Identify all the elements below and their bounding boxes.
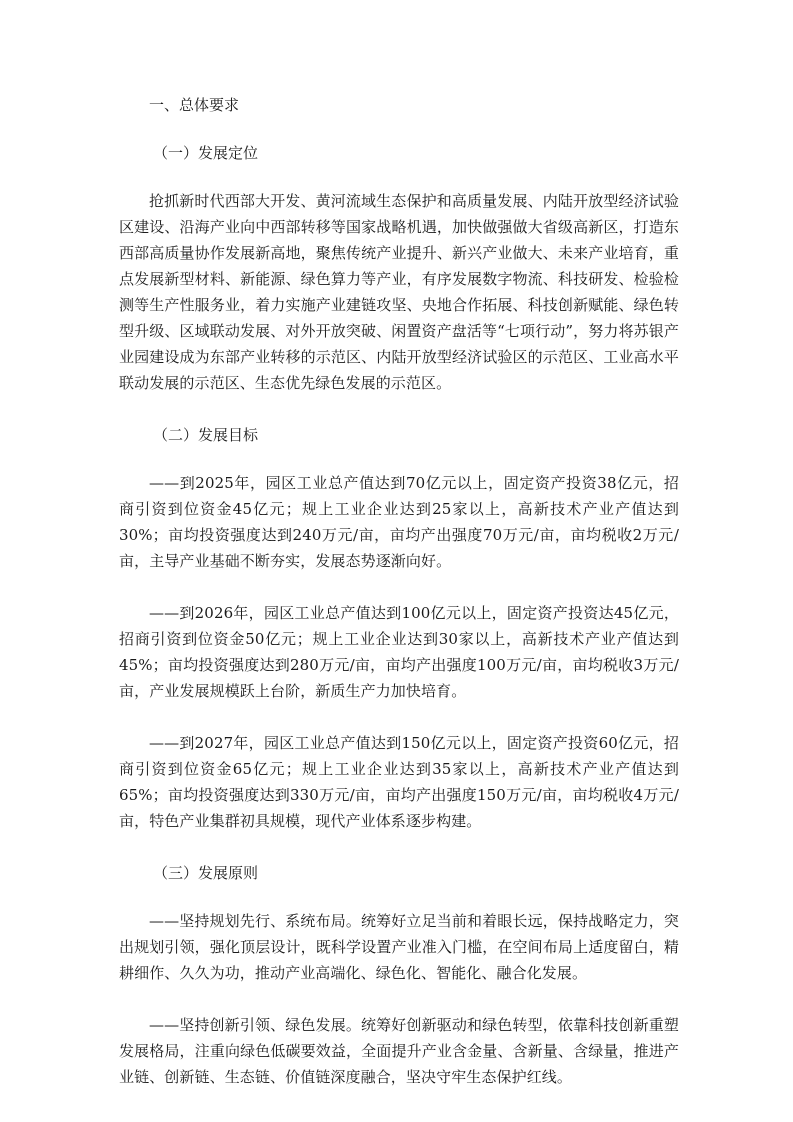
paragraph-goal-2027: ——到2027年，园区工业总产值达到150亿元以上，固定资产投资60亿元，招商引资到位资金65亿元；规上工业企业达到35家以上，高新技术产业产值达到65%；亩均投资强度达到330万元/亩，亩均产出强度150万元/亩，亩均税收4万元/亩，特色产业集群初具规模，现代产业体系逐步构建。 bbox=[119, 734, 679, 830]
paragraph-positioning: 抢抓新时代西部大开发、黄河流域生态保护和高质量发展、内陆开放型经济试验区建设、沿海产业向中西部转移等国家战略机遇，加快做强做大省级高新区，打造东西部高质量协作发展新高地，聚焦传统产业提升、新兴产业做大、未来产业培育，重点发展新型材料、新能源、绿色算力等产业，有序发展数字物流、科技研发、检验检测等生产性服务业，着力实施产业建链攻坚、央地合作拓展、科技创新赋能、绿色转型升级、区域联动发展、对外开放突破、闲置资产盘活等“七项行动”，努力将苏银产业园建设成为东部产业转移的示范区、内陆开放型经济试验区的示范区、工业高水平联动发展的示范区、生态优先绿色发展的示范区。 bbox=[119, 192, 679, 392]
paragraph-goal-2026: ——到2026年，园区工业总产值达到100亿元以上，固定资产投资达45亿元，招商引资到位资金50亿元；规上工业企业达到30家以上，高新技术产业产值达到45%；亩均投资强度达到280万元/亩，亩均产出强度100万元/亩，亩均税收3万元/亩，产业发展规模跃上台阶，新质生产力加快培育。 bbox=[119, 604, 679, 700]
subsection-heading-positioning: （一）发展定位 bbox=[153, 144, 259, 162]
paragraph-principle-innovation: ——坚持创新引领、绿色发展。统筹好创新驱动和绿色转型，依靠科技创新重塑发展格局，注重向绿色低碳要效益，全面提升产业含金量、含新量、含绿量，推进产业链、创新链、生态链、价值链深度融合，坚决守牢生态保护红线。 bbox=[119, 1016, 679, 1086]
subsection-heading-goals: （二）发展目标 bbox=[153, 426, 259, 444]
subsection-heading-principles: （三）发展原则 bbox=[153, 864, 259, 882]
section-heading-overall-requirements: 一、总体要求 bbox=[149, 96, 240, 114]
paragraph-goal-2025: ——到2025年，园区工业总产值达到70亿元以上，固定资产投资38亿元，招商引资到位资金45亿元；规上工业企业达到25家以上，高新技术产业产值达到30%；亩均投资强度达到240万元/亩，亩均产出强度70万元/亩，亩均税收2万元/亩，主导产业基础不断夯实，发展态势逐渐向好。 bbox=[119, 474, 679, 570]
paragraph-principle-planning: ——坚持规划先行、系统布局。统筹好立足当前和着眼长远，保持战略定力，突出规划引领，强化顶层设计，既科学设置产业准入门槛，在空间布局上适度留白，精耕细作、久久为功，推动产业高端化、绿色化、智能化、融合化发展。 bbox=[119, 912, 679, 982]
document-body bbox=[119, 92, 679, 1116]
